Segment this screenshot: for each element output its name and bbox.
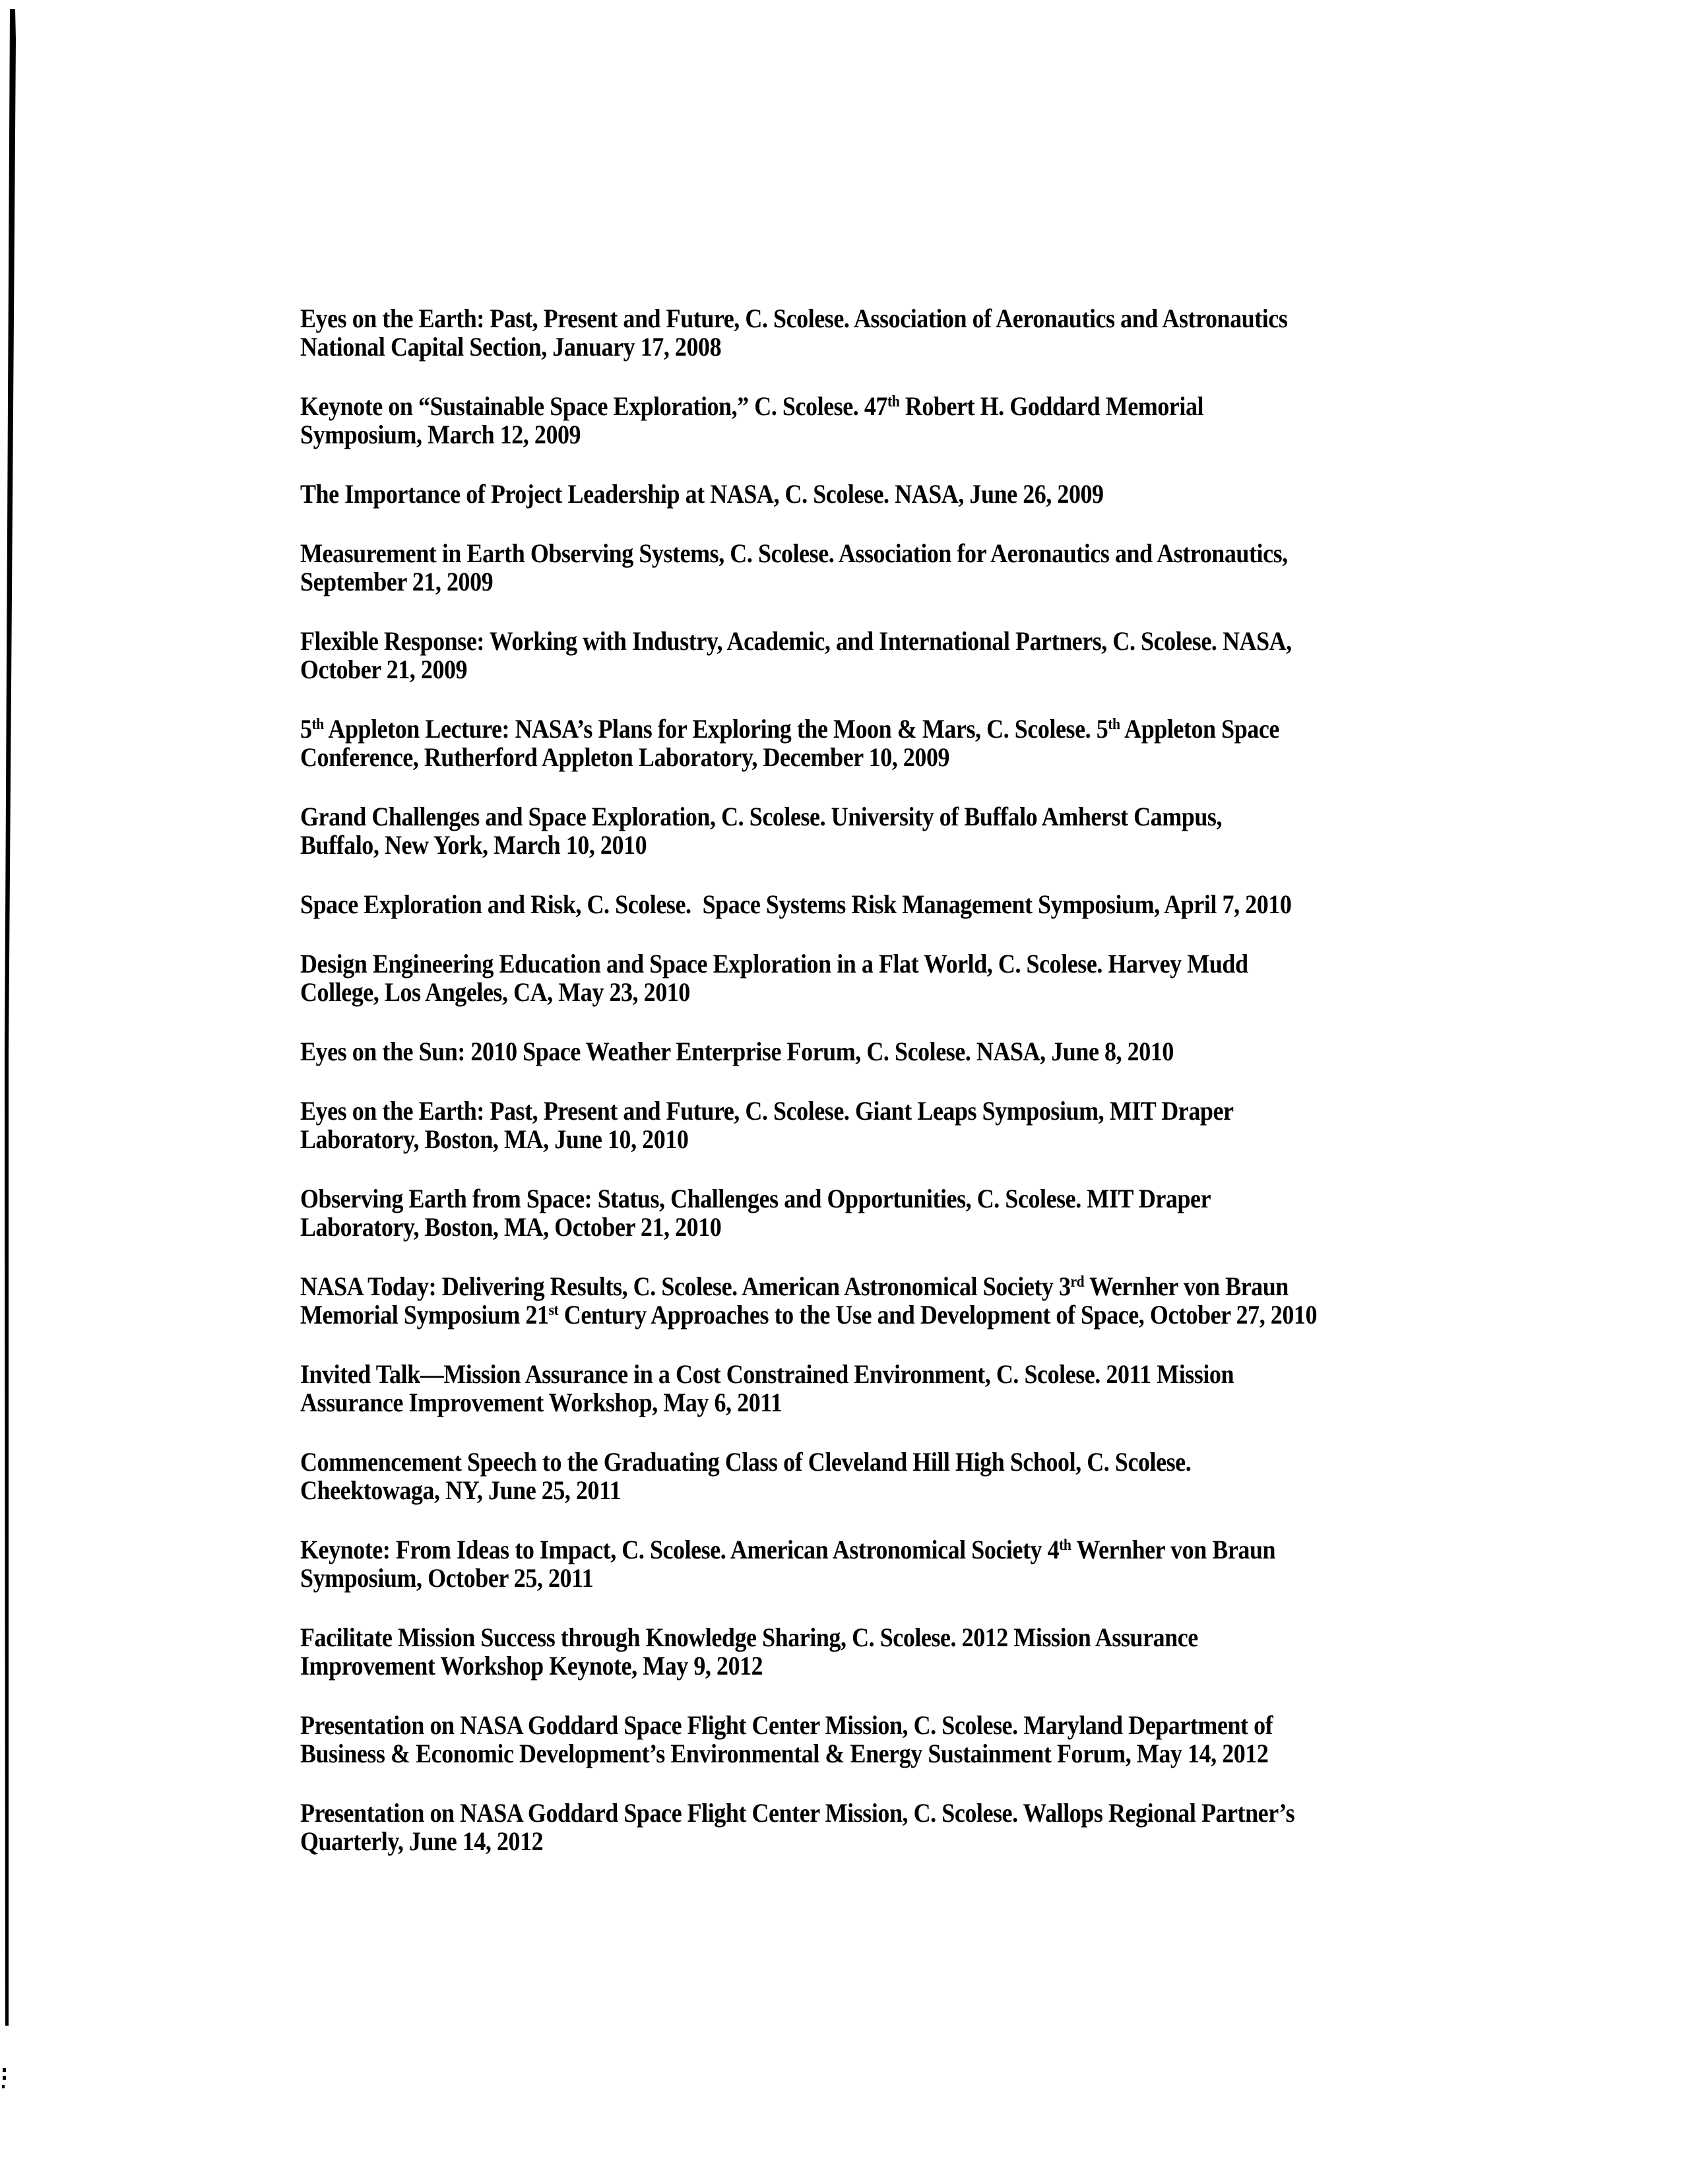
presentation-entry: 5th Appleton Lecture: NASA’s Plans for Exploring the Moon & Mars, C. Scolese. 5th Appleton Space Conference, Rutherford Appleton Laboratory, December 10, 2009 [300, 714, 1279, 772]
presentation-entry: Space Exploration and Risk, C. Scolese. Space Systems Risk Management Symposium, April 7, 2010 [300, 889, 1292, 919]
presentations-list [300, 304, 1494, 1886]
ordinal-superscript: th [887, 393, 900, 410]
ordinal-superscript: st [548, 1302, 559, 1319]
scan-speck [3, 2068, 6, 2072]
ordinal-superscript: th [1059, 1537, 1071, 1554]
presentation-entry: The Importance of Project Leadership at NASA, C. Scolese. NASA, June 26, 2009 [300, 479, 1104, 509]
scan-artifact-bar [0, 0, 26, 2184]
presentation-entry: Grand Challenges and Space Exploration, C. Scolese. University of Buffalo Amherst Campus, Buffalo, New York, March 10, 2010 [300, 802, 1223, 860]
presentation-entry: Presentation on NASA Goddard Space Flight Center Mission, C. Scolese. Maryland Department of Business & Economic Development’s Environmental & Energy Sustainment Forum, May 14, 2012 [300, 1710, 1273, 1768]
presentation-entry: Flexible Response: Working with Industry, Academic, and International Partners, C. Scolese. NASA, October 21, 2009 [300, 626, 1292, 684]
presentation-entry: Eyes on the Earth: Past, Present and Future, C. Scolese. Association of Aeronautics and Astronautics National Capital Section, January 17, 2008 [300, 304, 1288, 362]
presentation-entry: Design Engineering Education and Space Exploration in a Flat World, C. Scolese. Harvey Mudd College, Los Angeles, CA, May 23, 2010 [300, 949, 1248, 1007]
presentation-entry: Measurement in Earth Observing Systems, C. Scolese. Association for Aeronautics and Astronautics, September 21, 2009 [300, 538, 1288, 596]
ordinal-superscript: th [311, 716, 324, 733]
ordinal-superscript: rd [1070, 1273, 1085, 1291]
presentation-entry: Commencement Speech to the Graduating Class of Cleveland Hill High School, C. Scolese. Cheektowaga, NY, June 25, 2011 [300, 1447, 1192, 1505]
presentation-entry: Keynote: From Ideas to Impact, C. Scolese. American Astronomical Society 4th Wernher von Braun Symposium, October 25, 2011 [300, 1535, 1276, 1593]
presentation-entry: Eyes on the Earth: Past, Present and Future, C. Scolese. Giant Leaps Symposium, MIT Draper Laboratory, Boston, MA, June 10, 2010 [300, 1096, 1234, 1154]
scan-speck [3, 2076, 6, 2080]
presentation-entry: NASA Today: Delivering Results, C. Scolese. American Astronomical Society 3rd Wernher von Braun Memorial Symposium 21st Century Approaches to the Use and Development of Space, October 27, 2010 [300, 1271, 1318, 1330]
presentation-entry: Keynote on “Sustainable Space Exploration,” C. Scolese. 47th Robert H. Goddard Memorial Symposium, March 12, 2009 [300, 391, 1204, 449]
scan-speck [2, 2085, 5, 2088]
presentation-entry: Presentation on NASA Goddard Space Flight Center Mission, C. Scolese. Wallops Regional Partner’s Quarterly, June 14, 2012 [300, 1798, 1295, 1856]
ordinal-superscript: th [1108, 716, 1120, 733]
presentation-entry: Observing Earth from Space: Status, Challenges and Opportunities, C. Scolese. MIT Draper Laboratory, Boston, MA, October 21, 2010 [300, 1184, 1211, 1242]
presentation-entry: Facilitate Mission Success through Knowledge Sharing, C. Scolese. 2012 Mission Assurance Improvement Workshop Keynote, May 9, 2012 [300, 1622, 1198, 1681]
presentation-entry: Eyes on the Sun: 2010 Space Weather Enterprise Forum, C. Scolese. NASA, June 8, 2010 [300, 1037, 1174, 1066]
presentation-entry: Invited Talk—Mission Assurance in a Cost Constrained Environment, C. Scolese. 2011 Mission Assurance Improvement Workshop, May 6, 2011 [300, 1359, 1234, 1417]
